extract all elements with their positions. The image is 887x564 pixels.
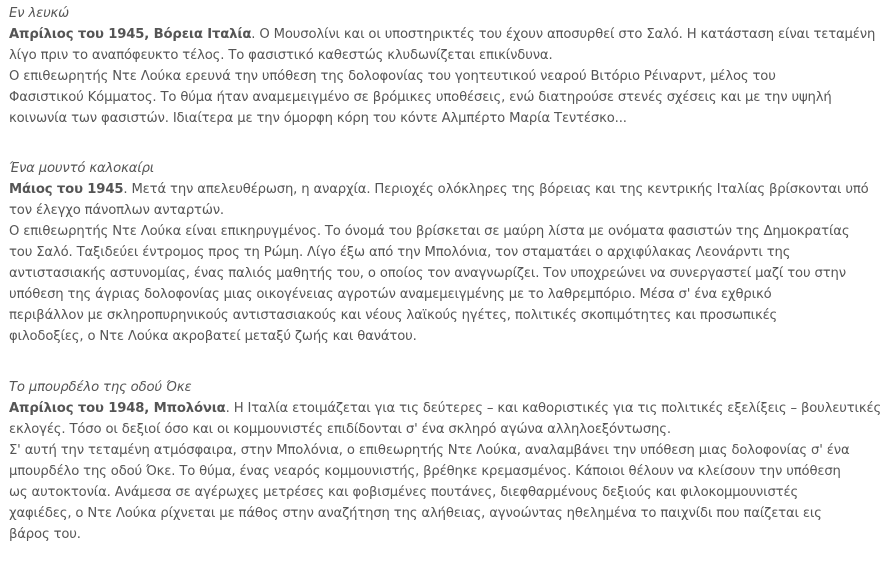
description-line: Φασιστικού Κόμματος. Το θύμα ήταν αναμεμειγμένο σε βρόμικες υποθέσεις, ενώ διατηρούσε στενές σχέσεις και με την υψηλή <box>9 90 832 105</box>
description-line: βάρος του. <box>9 527 81 542</box>
book-description <box>9 179 869 347</box>
description-line: Μάιος του 1945. Μετά την απελευθέρωση, η αναρχία. Περιοχές ολόκληρες της βόρειας και της κεντρικής Ιταλίας βρίσκονται υπό <box>9 182 869 197</box>
description-line: φιλοδοξίες, ο Ντε Λούκα ακροβατεί μεταξύ ζωής και θανάτου. <box>9 329 417 344</box>
description-line: εκλογές. Τόσο οι δεξιοί όσο και οι κομμουνιστές επιδίδονται σ' ένα σκληρό αγώνα αλληλοεξόντωσης. <box>9 422 671 437</box>
description-line: Σ' αυτή την τεταμένη ατμόσφαιρα, στην Μπολόνια, ο επιθεωρητής Ντε Λούκα, αναλαμβάνει την υπόθεση μιας δολοφονίας σ' ένα <box>9 443 850 458</box>
description-line: υπόθεση της άγριας δολοφονίας μιας οικογένειας αγροτών αναμεμειγμένης με το λαθρεμπόριο. Μέσα σ' ένα εχθρικό <box>9 287 772 302</box>
description-line: τον έλεγχο πάνοπλων ανταρτών. <box>9 203 224 218</box>
description-line: αντιστασιακής αστυνομίας, ένας παλιός μαθητής του, ο οποίος τον αναγνωρίζει. Τον υποχρεώνει να συνεργαστεί μαζί του στην <box>9 266 846 281</box>
description-line: λίγο πριν το αναπόφευκτο τέλος. Το φασιστικό καθεστώς κλυδωνίζεται επικίνδυνα. <box>9 48 553 63</box>
book-title: Ένα μουντό καλοκαίρι <box>9 161 155 176</box>
description-line: περιβάλλον με σκληροπυρηνικούς αντιστασιακούς και νέους λαϊκούς ηγέτες, πολιτικές σκοπιμότητες και προσωπικές <box>9 308 778 323</box>
description-line: Απρίλιος του 1945, Βόρεια Ιταλία. Ο Μουσολίνι και οι υποστηρικτές του έχουν αποσυρθεί στο Σαλό. Η κατάσταση είναι τεταμένη <box>9 27 876 42</box>
book-section-en-lefko <box>9 3 876 129</box>
description-line: μπουρδέλο της οδού Όκε. Το θύμα, ένας νεαρός κομμουνιστής, βρέθηκε κρεμασμένος. Κάποιοι θέλουν να κλείσουν την υπόθεση <box>9 464 841 479</box>
date-place-lead: Μάιος του 1945 <box>9 182 124 197</box>
book-section-mounto-kalokairi <box>9 158 869 347</box>
book-title: Εν λευκώ <box>9 6 70 21</box>
description-line: Ο επιθεωρητής Ντε Λούκα είναι επικηρυγμένος. Το όνομά του βρίσκεται σε μαύρη λίστα με ονόματα φασιστών της Δημοκρατίας <box>9 224 850 239</box>
book-title: Το μπουρδέλο της οδού Όκε <box>9 380 192 395</box>
description-line: Απρίλιος του 1948, Μπολόνια. Η Ιταλία ετοιμάζεται για τις δεύτερες – και καθοριστικές για τις πολιτικές εξελίξεις – βουλευτικές <box>9 401 882 416</box>
book-section-mpourdelo-okе <box>9 377 882 545</box>
book-description <box>9 398 882 545</box>
book-description <box>9 24 876 129</box>
date-place-lead: Απρίλιος του 1945, Βόρεια Ιταλία <box>9 27 252 42</box>
description-line: ως αυτοκτονία. Ανάμεσα σε αγέρωχες μετρέσες και φοβισμένες πουτάνες, διεφθαρμένους δεξιούς και φιλοκομμουνιστές <box>9 485 799 500</box>
description-line: του Σαλό. Ταξιδεύει έντρομος προς τη Ρώμη. Λίγο έξω από την Μπολόνια, τον σταματάει ο αρχιφύλακας Λεονάρντι της <box>9 245 791 260</box>
description-line: χαφιέδες, ο Ντε Λούκα ρίχνεται με πάθος στην αναζήτηση της αλήθειας, αγνοώντας ηθελημένα το παιχνίδι που παίζεται εις <box>9 506 822 521</box>
description-line: κοινωνία των φασιστών. Ιδιαίτερα με την όμορφη κόρη του κόντε Αλμπέρτο Μαρία Τεντέσκο... <box>9 111 627 126</box>
date-place-lead: Απρίλιος του 1948, Μπολόνια <box>9 401 226 416</box>
description-line: Ο επιθεωρητής Ντε Λούκα ερευνά την υπόθεση της δολοφονίας του γοητευτικού νεαρού Βιτόριο Ρέιναρντ, μέλος του <box>9 69 776 84</box>
